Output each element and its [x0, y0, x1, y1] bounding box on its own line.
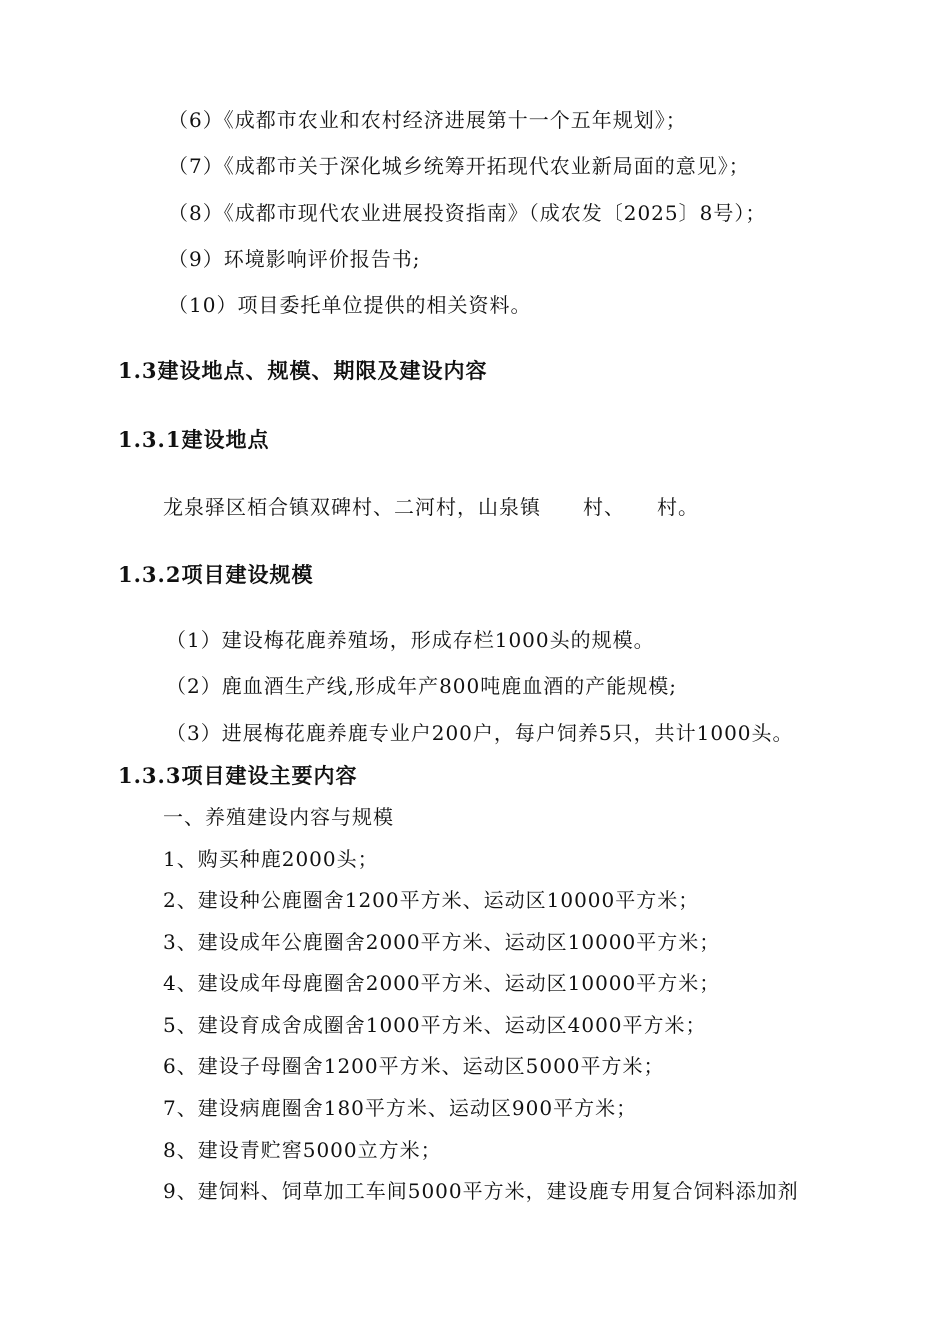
reference-item: （10）项目委托单位提供的相关资料。 — [168, 293, 532, 317]
content-item: 3、建设成年公鹿圈舍2000平方米、运动区10000平方米； — [163, 930, 721, 954]
reference-item: （9）环境影响评价报告书; — [168, 247, 421, 271]
section-heading-1-3-3: 1.3.3项目建设主要内容 — [118, 763, 358, 788]
section-heading-1-3-1: 1.3.1建设地点 — [118, 427, 270, 452]
content-item: 7、建设病鹿圈舍180平方米、运动区900平方米； — [163, 1096, 638, 1120]
scale-item: （1）建设梅花鹿养殖场，形成存栏1000头的规模。 — [166, 628, 655, 652]
content-item: 2、建设种公鹿圈舍1200平方米、运动区10000平方米； — [163, 888, 700, 912]
content-item: 6、建设子母圈舍1200平方米、运动区5000平方米； — [163, 1054, 665, 1078]
content-item: 4、建设成年母鹿圈舍2000平方米、运动区10000平方米； — [163, 971, 721, 995]
scale-item: （2）鹿血酒生产线,形成年产800吨鹿血酒的产能规模; — [166, 674, 677, 698]
reference-item: （6）《成都市农业和农村经济进展第十一个五年规划》； — [168, 108, 687, 132]
content-item: 1、购买种鹿2000头； — [163, 847, 379, 871]
section-heading-1-3: 1.3建设地点、规模、期限及建设内容 — [118, 358, 488, 383]
content-item: 9、建饲料、饲草加工车间5000平方米，建设鹿专用复合饲料添加剂 — [163, 1179, 799, 1203]
subsection-heading: 一、养殖建设内容与规模 — [163, 805, 394, 829]
scale-item: （3）进展梅花鹿养鹿专业户200户，每户饲养5只，共计1000头。 — [166, 721, 794, 745]
reference-item: （7）《成都市关于深化城乡统筹开拓现代农业新局面的意见》； — [168, 154, 750, 178]
content-item: 8、建设青贮窖5000立方米； — [163, 1138, 442, 1162]
reference-item: （8）《成都市现代农业进展投资指南》（成农发〔2025〕8号）； — [168, 201, 767, 225]
section-heading-1-3-2: 1.3.2项目建设规模 — [118, 562, 314, 587]
content-item: 5、建设育成舍成圈舍1000平方米、运动区4000平方米； — [163, 1013, 707, 1037]
construction-site-text: 龙泉驿区栢合镇双碑村、二河村，山泉镇 村、 村。 — [163, 495, 699, 519]
